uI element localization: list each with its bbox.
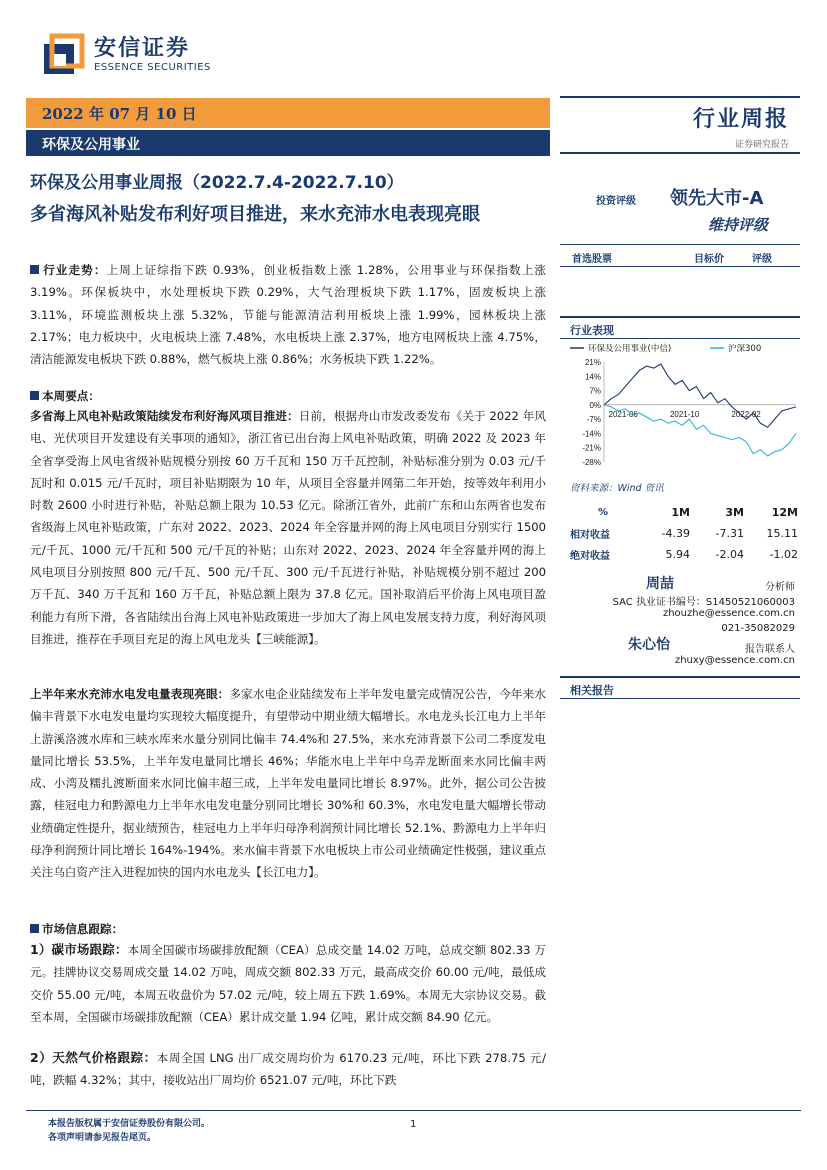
table-header-cell: 3M [725, 506, 744, 519]
analyst-1-role: 分析师 [765, 582, 795, 593]
gas-paragraph [30, 1047, 546, 1092]
performance-table [570, 502, 798, 565]
analyst-2-email[interactable]: zhuxy@essence.com.cn [674, 655, 795, 666]
page-title: 环保及公用事业周报（2022.7.4-2022.7.10） [30, 173, 404, 193]
table-header-cell: 12M [771, 506, 798, 519]
divider [560, 698, 800, 699]
y-tick-label: -21% [582, 443, 601, 453]
x-tick-label: 2021-10 [669, 409, 700, 419]
table-row [570, 523, 798, 544]
hydro-text: 多家水电企业陆续发布上半年发电量完成情况公告，今年来水偏丰背景下水电发电量均实现较大幅度提升，有望带动中期业绩大幅增长。水电龙头长江电力上半年上游溪洛渡水库和三峡水库来水量分别同比偏丰 74.4%和 27.5%，来水充沛背景下公司二季度发电量同比增长 53.5%，上半年发电量同比增长 46%；华能水电上半年中乌弄龙断面来水同比偏丰两成、小湾及糯扎渡断面来水同比偏丰超三成，上半年发电量同比增长 8.97%。此外，据公司公告披露，桂冠电力和黔源电力上半年水电发电量分别同比增长 30%和 60.3%，水电发电量大幅增长带动业绩确定性提升，据业绩预告，桂冠电力上半年归母净利润预计同比增长 52.1%、黔源电力上半年归母净利润预计同比增长 164%-194%。来水偏丰背景下水电板块上市公司业绩确定性极强，建议重点关注乌白资产注入进程加快的国内水电龙头【长江电力】。 [30, 687, 546, 880]
y-tick-label: 14% [584, 372, 601, 382]
performance-chart [560, 340, 800, 472]
footer-divider [26, 1110, 801, 1111]
y-tick-label: 7% [589, 386, 601, 396]
key-points-heading: 本周要点： [42, 389, 100, 403]
analyst-1-name: 周喆 [646, 576, 674, 592]
trend-text: 上周上证综指下跌 0.93%，创业板指数上涨 1.28%，公用事业与环保指数上涨 3.19%。环保板块中，水处理板块下跌 0.29%，大气治理板块下跌 1.17%，固废板块上涨 3.11%，环境监测板块上涨 5.32%，节能与能源清洁利用板块上涨 1.99%，园林板块上涨 2.17%；电力板块中，火电板块上涨 7.48%，水电板块上涨 2.37%，地方电网板块上涨 4.75%，清洁能源发电板块下跌 0.88%，燃气板块上涨 0.86%；水务板块下跌 1.22%。 [30, 263, 546, 367]
logo-name-en: ESSENCE SECURITIES [94, 62, 211, 73]
y-tick-label: 21% [584, 358, 601, 367]
footer-copyright: 本报告版权属于安信证券股份有限公司。 [48, 1119, 211, 1129]
analyst-1-email[interactable]: zhouzhe@essence.com.cn [662, 608, 795, 619]
offshore-wind-paragraph [30, 405, 546, 650]
rating-keep: 维持评级 [708, 216, 769, 234]
picks-col-rating: 评级 [752, 254, 772, 265]
bullet-square-icon [30, 391, 39, 400]
table-header-cell: % [598, 507, 609, 518]
table-cell: 5.94 [665, 548, 690, 561]
report-date: 2022 年 07 月 10 日 [42, 105, 197, 123]
related-reports-title: 相关报告 [570, 684, 614, 697]
perf-section-title: 行业表现 [570, 324, 614, 337]
page-number: 1 [410, 1119, 417, 1130]
offshore-wind-heading: 多省海上风电补贴政策陆续发布利好海风项目推进： [30, 409, 299, 423]
market-heading-row [30, 918, 546, 940]
picks-col-target: 目标价 [694, 254, 724, 265]
analyst-2-name: 朱心怡 [628, 637, 670, 653]
gas-heading: 2）天然气价格跟踪： [30, 1050, 157, 1065]
carbon-paragraph [30, 939, 546, 1028]
report-type: 行业周报 [692, 107, 789, 132]
divider [560, 152, 800, 154]
sector-name: 环保及公用事业 [42, 137, 140, 153]
table-header-row [570, 502, 798, 523]
analyst-1-sac: SAC 执业证书编号：S1450521060003 [612, 597, 795, 608]
divider [560, 244, 800, 245]
legend-label: 环保及公用事业(中信) [588, 344, 672, 354]
bullet-square-icon [30, 924, 39, 933]
x-tick-label: 2021-06 [608, 409, 638, 419]
divider [560, 316, 800, 318]
report-subtype: 证券研究报告 [734, 140, 789, 150]
market-heading: 市场信息跟踪： [42, 922, 124, 936]
rating-value: 领先大市-A [670, 188, 764, 209]
page-subtitle: 多省海风补贴发布利好项目推进，来水充沛水电表现亮眼 [30, 204, 480, 225]
divider [560, 676, 800, 678]
trend-paragraph [30, 259, 546, 370]
trend-heading: 行业走势： [42, 263, 107, 277]
x-tick-label: 2022-02 [731, 409, 761, 419]
y-tick-label: 0% [589, 400, 601, 410]
analyst-1-phone: 021-35082029 [721, 623, 795, 634]
carbon-heading: 1）碳市场跟踪： [30, 942, 128, 957]
logo-mark-icon [40, 32, 86, 78]
table-cell: -2.04 [715, 548, 744, 561]
carbon-text: 本周全国碳市场碳排放配额（CEA）总成交量 14.02 万吨，总成交额 802.33 万元。挂牌协议交易周成交量 14.02 万吨，周成交额 802.33 万元，最高成交价 60.00 元/吨，最低成交价 55.00 元/吨，本周五收盘价为 57.02 元/吨，较上周五下跌 1.69%。本周无大宗协议交易。截至本周，全国碳市场碳排放配额（CEA）累计成交量 1.94 亿吨，累计成交额 84.90 亿元。 [30, 943, 546, 1024]
table-cell: 15.11 [766, 527, 798, 540]
table-cell: -1.02 [769, 548, 798, 561]
table-row-label: 相对收益 [570, 530, 610, 541]
divider [560, 266, 800, 267]
footer-disclaimer: 各项声明请参见报告尾页。 [48, 1133, 157, 1143]
hydro-heading: 上半年来水充沛水电发电量表现亮眼： [30, 687, 230, 701]
analyst-2-role: 报告联系人 [745, 644, 795, 655]
table-header-cell: 1M [671, 506, 690, 519]
chart-source: 资料来源：Wind 资讯 [570, 483, 664, 494]
table-cell: -4.39 [661, 527, 690, 540]
legend-label: 沪深300 [728, 344, 762, 354]
y-tick-label: -14% [582, 429, 601, 439]
table-row [570, 544, 798, 565]
table-row-label: 绝对收益 [570, 551, 610, 562]
hydro-paragraph [30, 683, 546, 884]
y-tick-label: -7% [586, 415, 601, 425]
table-cell: -7.31 [715, 527, 744, 540]
company-logo [40, 30, 211, 80]
gas-text: 本周全国 LNG 出厂成交周均价为 6170.23 元/吨，环比下跌 278.75 元/吨，跌幅 4.32%；其中，接收站出厂周均价 6521.07 元/吨，环比下跌 [30, 1051, 546, 1088]
picks-col-stock: 首选股票 [572, 254, 612, 265]
bullet-square-icon [30, 265, 39, 274]
offshore-wind-text: 日前，根据舟山市发改委发布《关于 2022 年风电、光伏项目开发建设有关事项的通知》，浙江省已出台海上风电补贴政策，明确 2022 及 2023 年全省享受海上风电省级补贴规模分别按 60 万千瓦和 150 万千瓦控制，补贴标准分别为 0.03 元/千瓦时和 0.015 元/千瓦时，项目补贴期限为 10 年，从项目全容量并网第二年开始，按等效年利用小时数 2600 小时进行补贴，补贴总额上限为 10.53 亿元。除浙江省外，此前广东和山东两省也发布省级海上风电补贴政策，广东对 2022、2023、2024 年全容量并网的海上风电项目分别实行 1500 元/千瓦、1000 元/千瓦和 500 元/千瓦的补贴；山东对 2022、2023、2024 年全容量并网的海上风电项目分别按照 800 元/千瓦、500 元/千瓦、300 元/千瓦进行补贴，补贴规模分别不超过 200 万千瓦、340 万千瓦和 160 万千瓦，补贴总额上限为 37.8 亿元。国补取消后平价海上风电项目盈利能力有所下滑，各省陆续出台海上风电补贴政策进一步加大了海上风电发展支持力度，利好海风项目推进，推荐在手项目充足的海上风电龙头【三峡能源】。 [30, 409, 546, 646]
key-points-heading-row [30, 385, 546, 407]
divider [560, 338, 800, 339]
logo-name-cn: 安信证券 [94, 36, 191, 61]
divider [560, 96, 800, 98]
rating-label: 投资评级 [596, 196, 636, 207]
y-tick-label: -28% [582, 458, 601, 467]
